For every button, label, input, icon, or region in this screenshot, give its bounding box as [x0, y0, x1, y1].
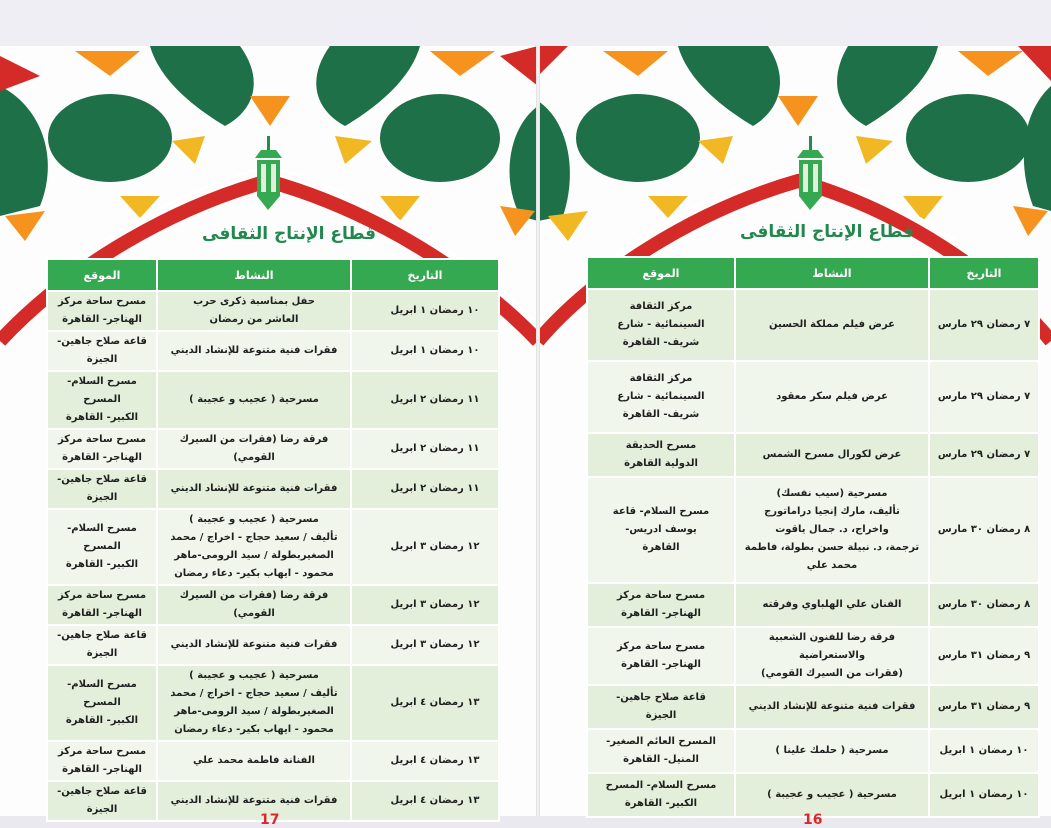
cell-location: مسرح السلام- المسرح الكبير- القاهرة: [47, 509, 157, 585]
table-row: [47, 331, 499, 371]
table-row: [47, 509, 499, 585]
top-background: [0, 0, 1051, 46]
cell-date: ١٣ رمضان ٤ ابريل: [351, 781, 499, 821]
lantern-icon: [797, 136, 824, 210]
cell-date: ١٣ رمضان ٤ ابريل: [351, 665, 499, 741]
cell-location: مركز الثقافة السينمائية - شارع شريف- القاهرة: [587, 361, 735, 433]
cell-location: مسرح السلام- المسرح الكبير- القاهرة: [47, 665, 157, 741]
cell-location: مسرح ساحة مركز الهناجر- القاهرة: [587, 583, 735, 627]
table-row: [587, 477, 1039, 583]
cell-date: ٩ رمضان ٣١ مارس: [929, 685, 1039, 729]
cell-activity: فرقة رضا للفنون الشعبية والاستعراضية (فقرات من السيرك القومي): [735, 627, 929, 685]
cell-date: ١٠ رمضان ١ ابريل: [929, 773, 1039, 817]
cell-location: قاعة صلاح جاهين- الجيزة: [47, 625, 157, 665]
cell-location: قاعة صلاح جاهين- الجيزة: [47, 469, 157, 509]
table-row: [47, 429, 499, 469]
table-row: [47, 585, 499, 625]
cell-location: مسرح السلام- المسرح الكبير- القاهرة: [587, 773, 735, 817]
table-row: [587, 433, 1039, 477]
page-17: [0, 46, 538, 828]
cell-activity: مسرحية (سيب نفسك) تأليف، مارك إنجيا دراماتورج واخراج، د. جمال ياقوت ترجمة، د. نبيلة حسن بطولة، فاطمة محمد علي: [735, 477, 929, 583]
cell-date: ٧ رمضان ٢٩ مارس: [929, 289, 1039, 361]
table-row: [587, 289, 1039, 361]
cell-date: ١٠ رمضان ١ ابريل: [351, 331, 499, 371]
cell-location: مسرح ساحة مركز الهناجر- القاهرة: [587, 627, 735, 685]
table-row: [47, 625, 499, 665]
table-row: [587, 583, 1039, 627]
table-row: [47, 371, 499, 429]
cell-date: ١٢ رمضان ٣ ابريل: [351, 585, 499, 625]
header-date: التاريخ: [929, 257, 1039, 289]
table-row: [47, 741, 499, 781]
cell-date: ٨ رمضان ٣٠ مارس: [929, 583, 1039, 627]
header-activity: النشاط: [735, 257, 929, 289]
cell-date: ١١ رمضان ٢ ابريل: [351, 469, 499, 509]
cell-date: ٧ رمضان ٢٩ مارس: [929, 361, 1039, 433]
schedule-table: [46, 258, 500, 822]
table-header-row: [47, 259, 499, 291]
cell-activity: فقرات فنية متنوعة للإنشاد الديني: [157, 781, 351, 821]
cell-location: مسرح السلام- قاعة يوسف ادريس- القاهرة: [587, 477, 735, 583]
cell-date: ١٠ رمضان ١ ابريل: [351, 291, 499, 331]
page-16: [538, 46, 1051, 828]
table-row: [47, 469, 499, 509]
cell-activity: فقرات فنية متنوعة للإنشاد الديني: [735, 685, 929, 729]
cell-location: مسرح السلام- المسرح الكبير- القاهرة: [47, 371, 157, 429]
cell-activity: عرض لكورال مسرح الشمس: [735, 433, 929, 477]
cell-activity: فقرات فنية متنوعة للإنشاد الديني: [157, 331, 351, 371]
header-date: التاريخ: [351, 259, 499, 291]
lantern-icon: [255, 136, 282, 210]
cell-location: مسرح الحديقة الدولية القاهرة: [587, 433, 735, 477]
cell-date: ٨ رمضان ٣٠ مارس: [929, 477, 1039, 583]
cell-activity: حفل بمناسبة ذكرى حرب العاشر من رمضان: [157, 291, 351, 331]
cell-date: ١٢ رمضان ٣ ابريل: [351, 509, 499, 585]
book-spine: [536, 46, 540, 816]
cell-location: قاعة صلاح جاهين- الجيزة: [47, 781, 157, 821]
cell-activity: مسرحية ( عجيب و عجيبة ) تأليف / سعيد حجاج - اخراج / محمد الصغيربطولة / سيد الرومى-ماهر محمود - ايهاب بكير- دعاء رمضان: [157, 509, 351, 585]
header-activity: النشاط: [157, 259, 351, 291]
table-row: [587, 627, 1039, 685]
cell-activity: الفنانة فاطمة محمد علي: [157, 741, 351, 781]
page-number: 16: [803, 812, 823, 828]
cell-activity: فرقة رضا (فقرات من السيرك القومي): [157, 585, 351, 625]
table-header-row: [587, 257, 1039, 289]
table-row: [587, 685, 1039, 729]
schedule-table: [586, 256, 1040, 818]
cell-location: مسرح ساحة مركز الهناجر- القاهرة: [47, 291, 157, 331]
table-row: [587, 729, 1039, 773]
cell-location: مركز الثقافة السينمائية - شارع شريف- القاهرة: [587, 289, 735, 361]
page-title: قطاع الإنتاج الثقافى: [202, 224, 377, 244]
cell-date: ١١ رمضان ٢ ابريل: [351, 429, 499, 469]
cell-date: ٩ رمضان ٣١ مارس: [929, 627, 1039, 685]
cell-activity: فقرات فنية متنوعة للإنشاد الديني: [157, 625, 351, 665]
cell-activity: فرقة رضا (فقرات من السيرك القومي): [157, 429, 351, 469]
cell-date: ١٠ رمضان ١ ابريل: [929, 729, 1039, 773]
header-location: الموقع: [587, 257, 735, 289]
cell-activity: عرض فيلم مملكة الحسين: [735, 289, 929, 361]
cell-location: المسرح العائم الصغير- المنيل- القاهرة: [587, 729, 735, 773]
cell-activity: عرض فيلم سكر معقود: [735, 361, 929, 433]
cell-activity: مسرحية ( عجيب و عجيبة ): [157, 371, 351, 429]
cell-date: ١١ رمضان ٢ ابريل: [351, 371, 499, 429]
page-number: 17: [260, 812, 280, 828]
table-row: [47, 665, 499, 741]
cell-location: مسرح ساحة مركز الهناجر- القاهرة: [47, 429, 157, 469]
cell-location: مسرح ساحة مركز الهناجر- القاهرة: [47, 741, 157, 781]
cell-date: ١٣ رمضان ٤ ابريل: [351, 741, 499, 781]
cell-date: ١٢ رمضان ٣ ابريل: [351, 625, 499, 665]
table-row: [587, 361, 1039, 433]
cell-location: مسرح ساحة مركز الهناجر- القاهرة: [47, 585, 157, 625]
cell-activity: فقرات فنية متنوعة للإنشاد الديني: [157, 469, 351, 509]
cell-activity: مسرحية ( حلمك علينا ): [735, 729, 929, 773]
table-row: [587, 773, 1039, 817]
page-title: قطاع الإنتاج الثقافى: [740, 222, 915, 242]
cell-activity: الفنان علي الهلباوي وفرقته: [735, 583, 929, 627]
cell-activity: مسرحية ( عجيب و عجيبة ) تأليف / سعيد حجاج - اخراج / محمد الصغيربطولة / سيد الرومى-ماهر محمود - ايهاب بكير- دعاء رمضان: [157, 665, 351, 741]
cell-location: قاعة صلاح جاهين- الجيزة: [47, 331, 157, 371]
table-row: [47, 291, 499, 331]
cell-location: قاعة صلاح جاهين- الجيزة: [587, 685, 735, 729]
header-location: الموقع: [47, 259, 157, 291]
cell-date: ٧ رمضان ٢٩ مارس: [929, 433, 1039, 477]
cell-activity: مسرحية ( عجيب و عجيبة ): [735, 773, 929, 817]
